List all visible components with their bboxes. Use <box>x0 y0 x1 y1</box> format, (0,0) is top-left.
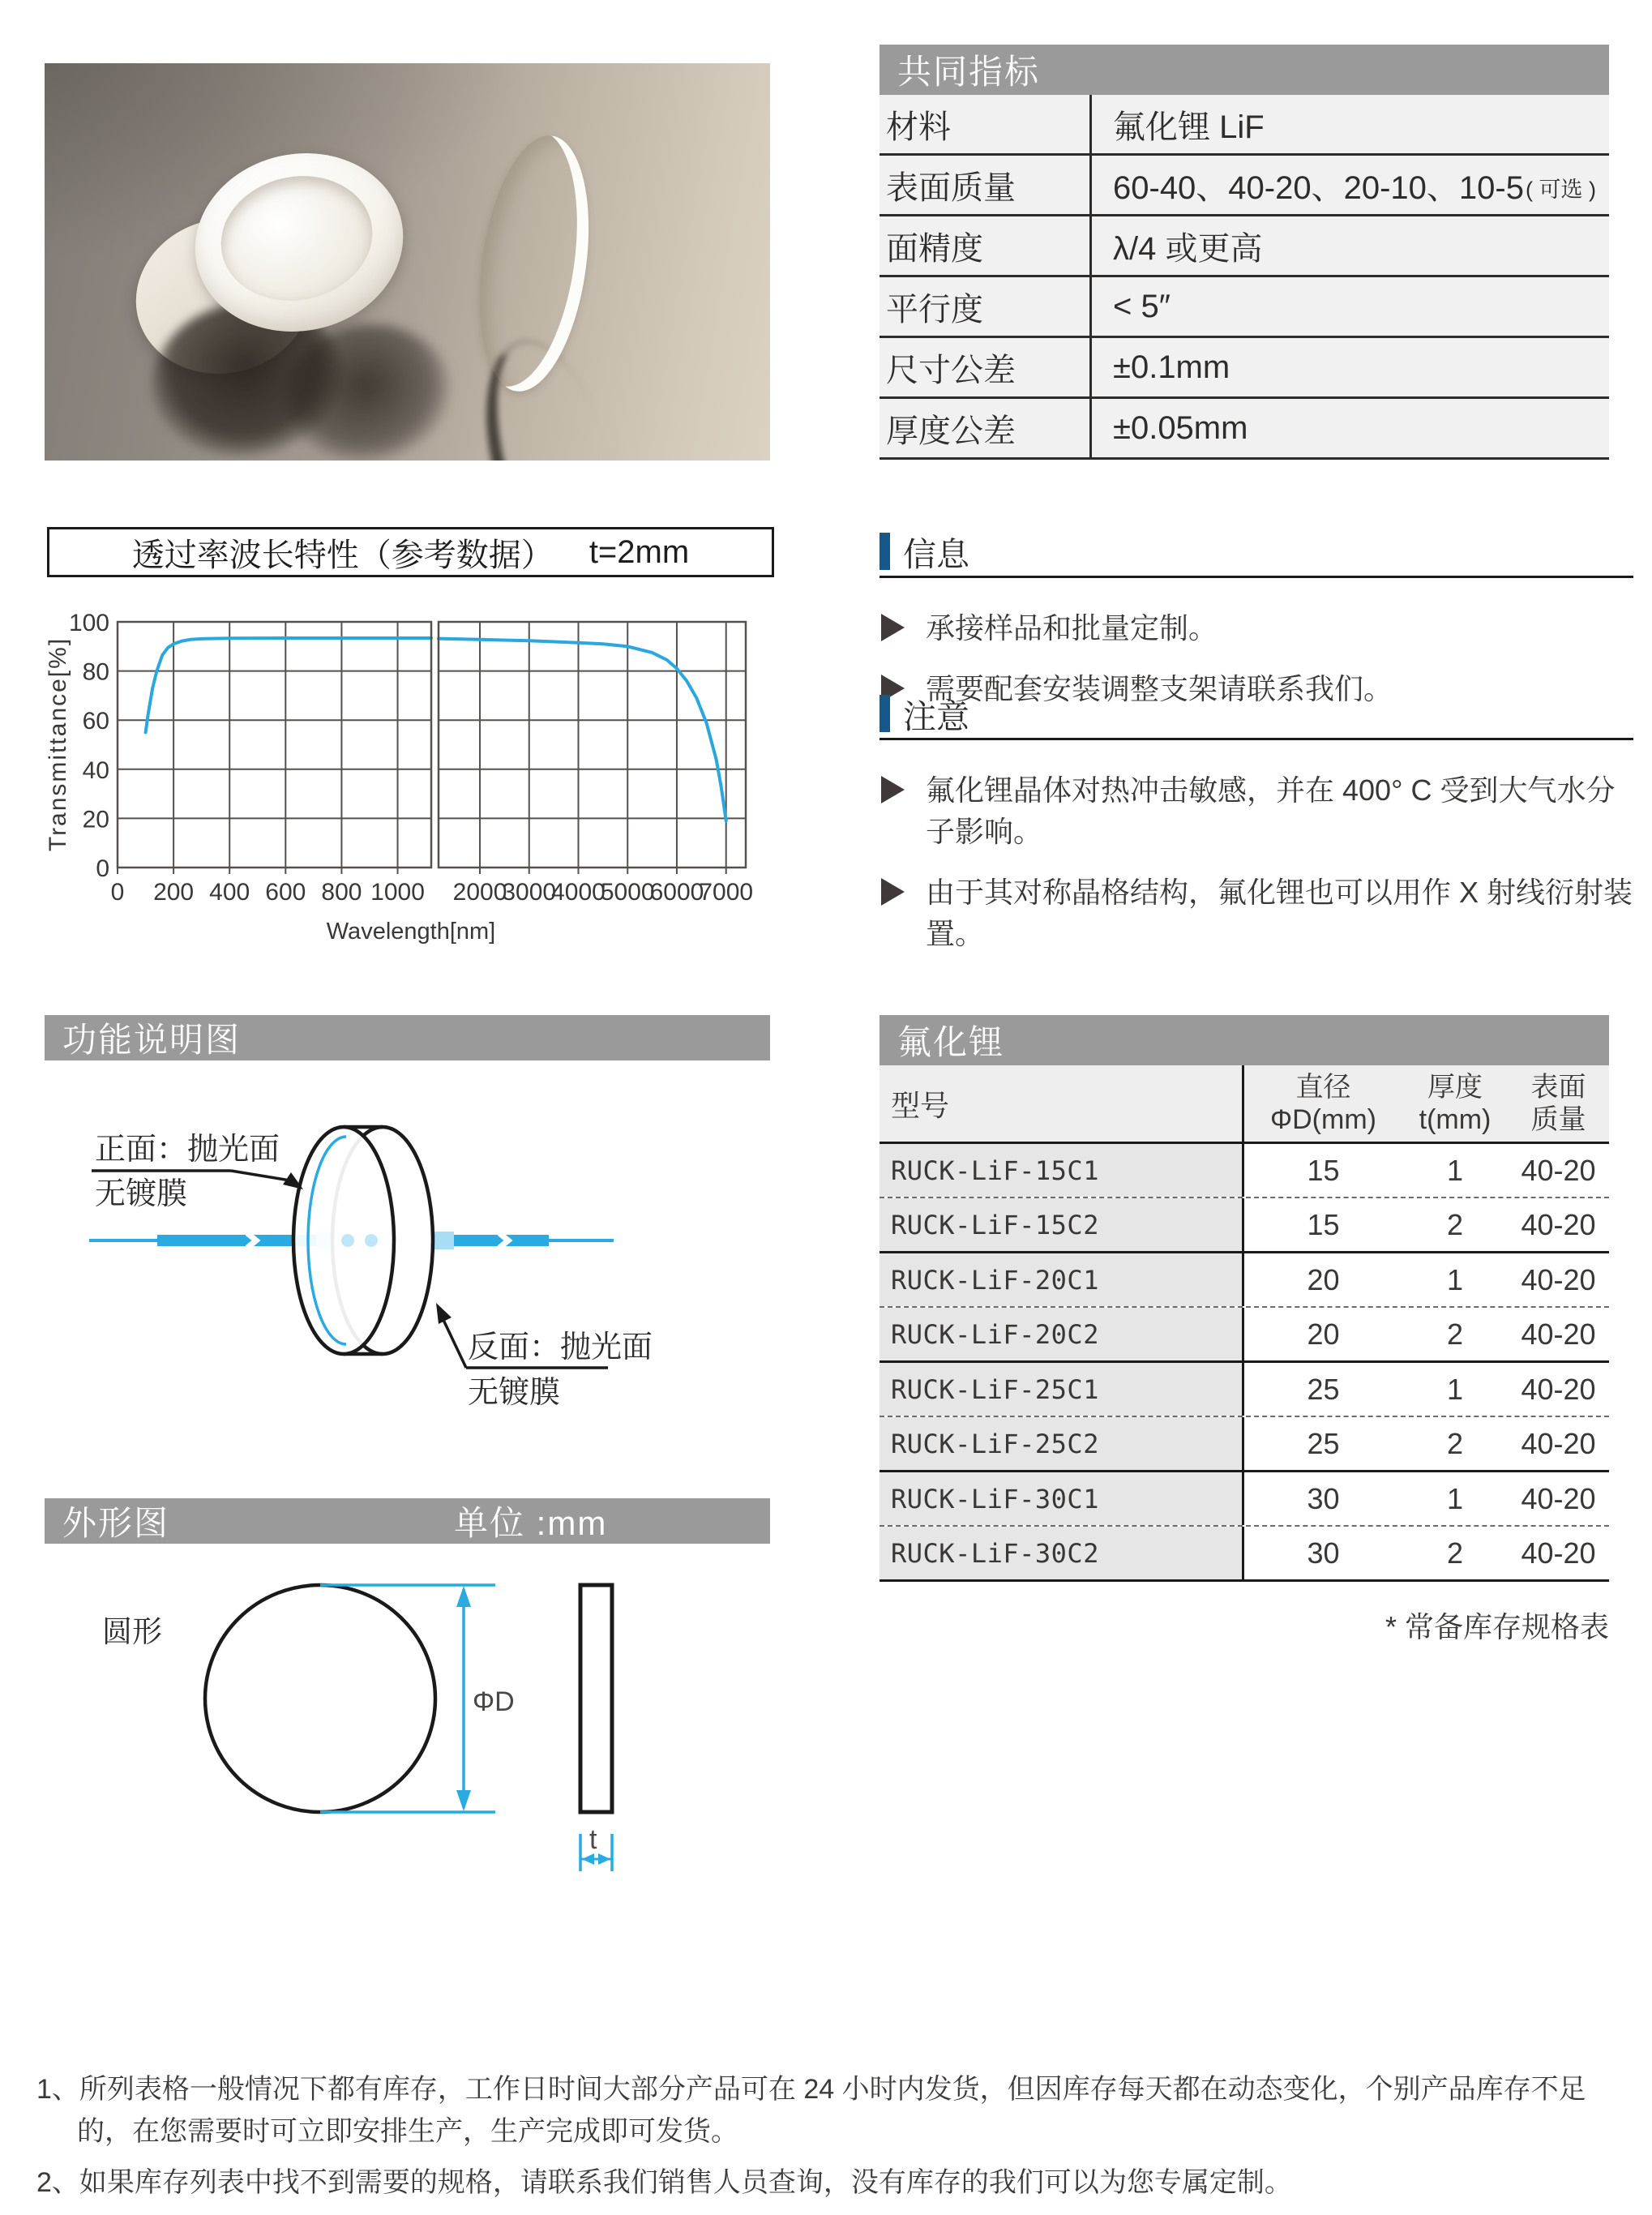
diameter-dim-label: ΦD <box>473 1686 515 1717</box>
common-specs-section <box>879 45 1609 460</box>
col-header-line: 质量 <box>1530 1104 1586 1135</box>
page-footnotes <box>36 2069 1617 2214</box>
thickness-cell: 1 <box>1402 1253 1508 1306</box>
x-tick-label: 2000 <box>452 879 507 906</box>
y-tick-label: 60 <box>82 708 109 735</box>
x-tick-label: 1000 <box>370 879 425 906</box>
spec-value <box>1092 338 1609 396</box>
model-cell: RUCK-LiF-15C1 <box>879 1144 1244 1197</box>
col-header-model: 型号 <box>879 1065 1244 1142</box>
spec-value-text: λ/4 或更高 <box>1113 230 1263 267</box>
y-tick-label: 80 <box>82 658 109 686</box>
list-item <box>879 769 1633 852</box>
x-tick-label: 400 <box>209 879 250 906</box>
col-header-line: 表面 <box>1530 1071 1586 1103</box>
products-column-header <box>879 1065 1609 1144</box>
photo-disc-standing <box>464 129 603 399</box>
info-header <box>879 532 1633 578</box>
thickness-cell: 1 <box>1402 1472 1508 1525</box>
spec-label: 厚度公差 <box>879 399 1092 457</box>
table-row <box>879 1417 1609 1472</box>
diameter-cell: 20 <box>1244 1308 1402 1360</box>
thickness-cell: 1 <box>1402 1144 1508 1197</box>
table-row <box>879 216 1609 277</box>
table-row <box>879 1527 1609 1582</box>
notice-item-text: 由于其对称晶格结构，氟化锂也可以用作 X 射线衍射装置。 <box>926 876 1633 951</box>
surface-cell: 40-20 <box>1508 1363 1609 1416</box>
table-row <box>879 277 1609 338</box>
spec-value <box>1092 95 1609 153</box>
col-header-line: t(mm) <box>1419 1104 1492 1135</box>
table-row <box>879 1308 1609 1363</box>
function-diagram-header: 功能说明图 <box>45 1015 770 1060</box>
x-tick-label: 3000 <box>502 879 557 906</box>
chart-title-box <box>47 527 774 577</box>
spec-value <box>1092 216 1609 275</box>
col-header-surface <box>1508 1065 1609 1142</box>
col-header-diameter <box>1244 1065 1402 1142</box>
col-header-line: 直径 <box>1295 1071 1351 1103</box>
diameter-cell: 30 <box>1244 1527 1402 1579</box>
ray-focus-dot <box>340 1232 356 1249</box>
model-cell: RUCK-LiF-30C1 <box>879 1472 1244 1525</box>
model-cell: RUCK-LiF-15C2 <box>879 1198 1244 1251</box>
spec-label: 面精度 <box>879 216 1092 275</box>
surface-cell: 40-20 <box>1508 1417 1609 1470</box>
common-specs-header: 共同指标 <box>879 45 1609 95</box>
table-row <box>879 95 1609 156</box>
leader-line <box>443 1320 466 1368</box>
info-item-text: 需要配套安装调整支架请联系我们。 <box>926 672 1393 706</box>
x-tick-label: 200 <box>153 879 195 906</box>
model-cell: RUCK-LiF-25C1 <box>879 1363 1244 1416</box>
model-cell: RUCK-LiF-25C2 <box>879 1417 1244 1470</box>
chart-thickness-note: t=2mm <box>588 533 690 570</box>
table-row <box>879 338 1609 399</box>
x-tick-label: 6000 <box>649 879 704 906</box>
dim-arrowhead-icon <box>598 1853 610 1865</box>
plot-border <box>439 622 746 868</box>
front-face-label: 正面：抛光面 <box>95 1133 280 1167</box>
back-face-label: 反面：抛光面 <box>468 1330 653 1365</box>
transmittance-curve <box>146 638 431 732</box>
info-title: 信息 <box>903 535 969 573</box>
arrowhead-icon <box>436 1303 452 1324</box>
spec-label: 尺寸公差 <box>879 338 1092 396</box>
thickness-cell: 2 <box>1402 1417 1508 1470</box>
spec-value-text: < 5″ <box>1113 288 1171 324</box>
triangle-bullet-icon <box>881 776 905 803</box>
accent-bar-icon <box>879 695 890 732</box>
y-tick-label: 100 <box>68 610 109 636</box>
chart-title: 透过率波长特性（参考数据） <box>131 537 554 573</box>
table-row <box>879 399 1609 460</box>
table-row <box>879 156 1609 216</box>
spec-value <box>1092 156 1609 214</box>
products-section <box>879 1015 1609 1646</box>
window-side-view <box>580 1585 612 1812</box>
table-row <box>879 1198 1609 1253</box>
list-item <box>879 872 1633 954</box>
footnote-text: 2、如果库存列表中找不到需要的规格，请联系我们销售人员查询，没有库存的我们可以为您专属定制。 <box>36 2167 1292 2199</box>
col-header-line: ΦD(mm) <box>1270 1104 1376 1135</box>
notice-title: 注意 <box>903 697 969 735</box>
back-face-label-2: 无镀膜 <box>468 1376 561 1410</box>
product-photo <box>45 63 770 461</box>
x-tick-label: 800 <box>321 879 362 906</box>
spec-value-text: ±0.1mm <box>1113 349 1230 385</box>
model-cell: RUCK-LiF-30C2 <box>879 1527 1244 1579</box>
triangle-bullet-icon <box>881 878 905 906</box>
diameter-cell: 25 <box>1244 1417 1402 1470</box>
spec-value-note: ( 可选 ) <box>1525 177 1596 202</box>
surface-cell: 40-20 <box>1508 1198 1609 1251</box>
x-tick-label: 7000 <box>699 879 754 906</box>
diameter-cell: 15 <box>1244 1144 1402 1197</box>
surface-cell: 40-20 <box>1508 1472 1609 1525</box>
front-face-label-2: 无镀膜 <box>95 1177 188 1211</box>
diameter-cell: 20 <box>1244 1253 1402 1306</box>
spec-label: 材料 <box>879 95 1092 153</box>
leader-line <box>231 1171 290 1180</box>
triangle-bullet-icon <box>881 614 905 641</box>
info-item-text: 承接样品和批量定制。 <box>926 611 1218 645</box>
diameter-cell: 15 <box>1244 1198 1402 1251</box>
table-row <box>879 1363 1609 1417</box>
table-row <box>879 1144 1609 1198</box>
col-header-thickness <box>1402 1065 1508 1142</box>
notice-item-text: 氟化锂晶体对热冲击敏感，并在 400° C 受到大气水分子影响。 <box>926 773 1616 849</box>
products-header: 氟化锂 <box>879 1015 1609 1065</box>
x-tick-label: 600 <box>265 879 306 906</box>
diameter-cell: 25 <box>1244 1363 1402 1416</box>
surface-cell: 40-20 <box>1508 1308 1609 1360</box>
transmittance-curve <box>439 639 726 821</box>
shape-label: 圆形 <box>102 1615 162 1648</box>
thickness-cell: 2 <box>1402 1308 1508 1360</box>
diameter-cell: 30 <box>1244 1472 1402 1525</box>
dim-arrowhead-icon <box>456 1790 471 1811</box>
col-header-line: 厚度 <box>1427 1071 1483 1103</box>
spec-value <box>1092 399 1609 457</box>
thickness-cell: 2 <box>1402 1198 1508 1251</box>
plot-border <box>118 622 431 868</box>
footnote-text: 1、所列表格一般情况下都有库存，工作日时间大部分产品可在 24 小时内发货，但因库存每天都在动态变化，个别产品库存不足的，在您需要时可立即安排生产，生产完成即可发货。 <box>36 2074 1586 2147</box>
thickness-cell: 1 <box>1402 1363 1508 1416</box>
notice-section <box>879 694 1633 974</box>
y-tick-label: 40 <box>82 756 109 784</box>
thickness-dim-label: t <box>589 1824 597 1855</box>
x-tick-label: 5000 <box>600 879 655 906</box>
x-axis-label: Wavelength[nm] <box>326 919 496 945</box>
spec-value-text: 60-40、40-20、20-10、10-5 <box>1113 169 1524 206</box>
x-tick-label: 0 <box>110 879 125 906</box>
dim-arrowhead-icon <box>582 1853 594 1865</box>
surface-cell: 40-20 <box>1508 1144 1609 1197</box>
model-cell: RUCK-LiF-20C1 <box>879 1253 1244 1306</box>
transmittance-chart <box>45 590 774 947</box>
y-tick-label: 20 <box>82 806 109 833</box>
table-row <box>879 1472 1609 1527</box>
thickness-cell: 2 <box>1402 1527 1508 1579</box>
x-tick-label: 4000 <box>551 879 606 906</box>
spec-value-text: ±0.05mm <box>1113 409 1248 446</box>
unit-label: 单位 :mm <box>454 1504 608 1542</box>
stock-footnote: * 常备库存规格表 <box>1385 1610 1609 1643</box>
spec-value-text: 氟化锂 LiF <box>1113 109 1265 145</box>
y-tick-label: 0 <box>96 855 109 882</box>
y-axis-label: Transmittance[%] <box>45 636 71 852</box>
list-item <box>879 607 1633 649</box>
surface-cell: 40-20 <box>1508 1253 1609 1306</box>
spec-label: 表面质量 <box>879 156 1092 214</box>
outline-drawing <box>45 1565 770 1946</box>
ray-focus-dot <box>363 1232 379 1249</box>
outline-title: 外形图 <box>62 1504 170 1542</box>
dim-arrowhead-icon <box>456 1586 471 1607</box>
surface-cell: 40-20 <box>1508 1527 1609 1579</box>
notice-header <box>879 694 1633 740</box>
function-diagram <box>45 1078 770 1467</box>
table-row <box>879 1253 1609 1308</box>
model-cell: RUCK-LiF-20C2 <box>879 1308 1244 1360</box>
notice-list <box>879 769 1633 954</box>
window-front-view <box>205 1585 435 1812</box>
accent-bar-icon <box>879 533 890 570</box>
spec-value <box>1092 277 1609 336</box>
outline-header <box>45 1498 770 1544</box>
spec-label: 平行度 <box>879 277 1092 336</box>
